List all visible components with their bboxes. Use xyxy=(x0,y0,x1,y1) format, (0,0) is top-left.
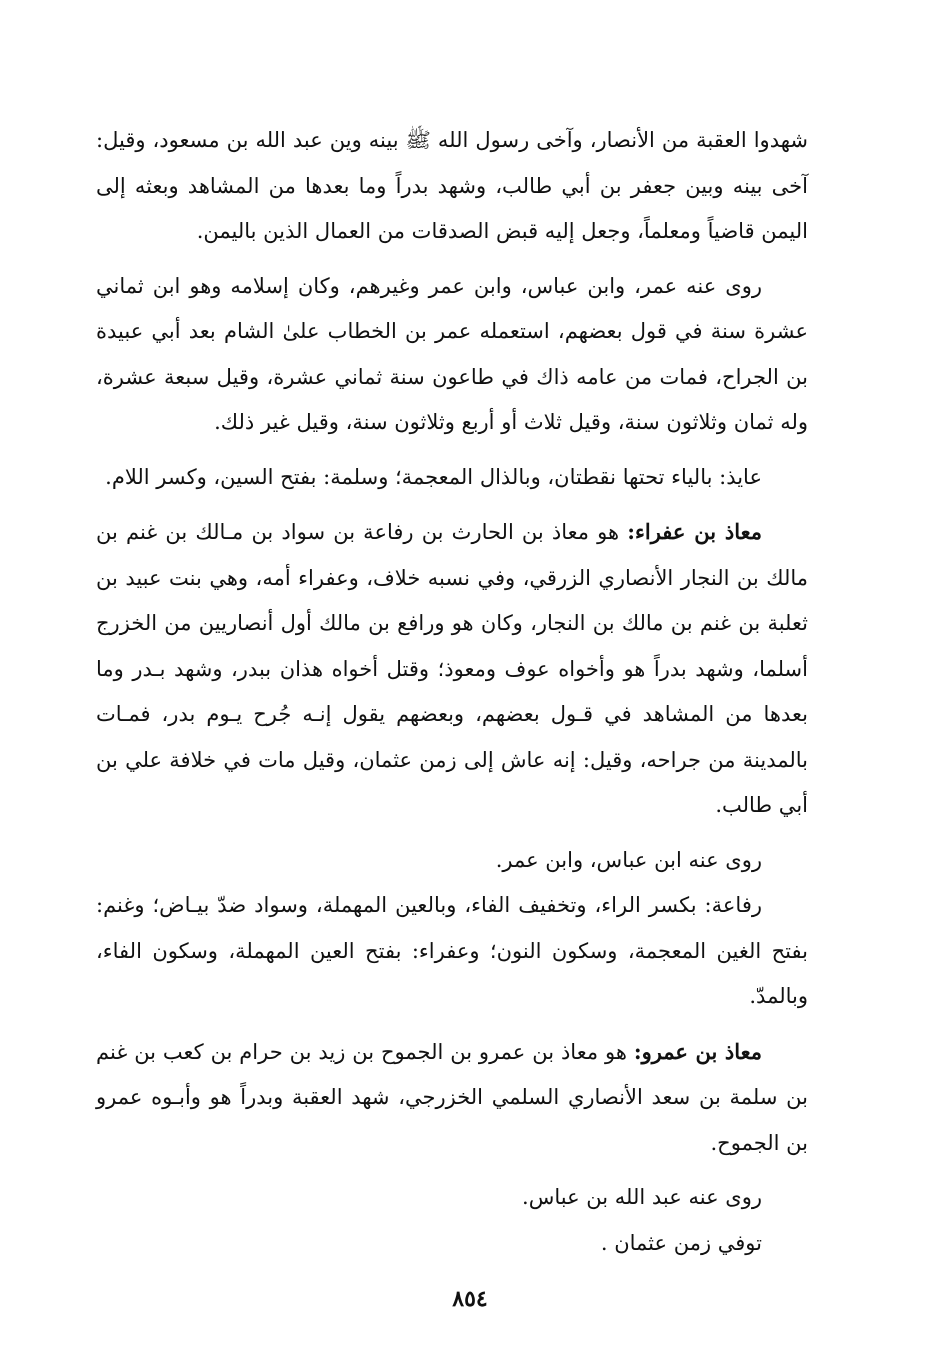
entry-muadh-ibn-afra xyxy=(96,509,808,829)
paragraph-text: توفي زمن عثمان . xyxy=(600,1230,762,1255)
paragraph-vocalization-note xyxy=(96,455,808,501)
paragraph-text: روى عنه عبد الله بن عباس. xyxy=(522,1185,762,1209)
page-number: ٨٥٤ xyxy=(452,1286,488,1312)
entry-heading: معاذ بن عفراء: xyxy=(627,519,762,544)
paragraph-text: روى عنه ابن عباس، وابن عمر. xyxy=(495,847,762,872)
paragraph-narrators-amr xyxy=(96,1175,808,1221)
entry-text: هو معاذ بن عمرو بن الجموح بن زيد بن حرام بن كعب بن غنم بن سلمة بن سعد الأنصاري السلمي الخزرجي، شهد العقبة وبدراً هو وأبـوه عمرو بن الجموح. xyxy=(96,1039,808,1155)
paragraph-narrators-afra xyxy=(96,838,808,884)
paragraph-text: شهدوا العقبة من الأنصار، وآخى رسول الله ﷺ بينه وين عبد الله بن مسعود، وقيل: آخى بينه وبين جعفر بن أبي طالب، وشهد بدراً وما بعدها من المشاهد وبعثه إلى اليمن قاضياً ومعلماً، وجعل إليه قبض الصدقات من العمال الذين باليمن. xyxy=(96,128,808,243)
paragraph-narrators-muadh xyxy=(96,264,808,446)
paragraph-death-note xyxy=(96,1221,808,1267)
paragraph-continuation xyxy=(96,118,808,255)
paragraph-text: رفاعة: بكسر الراء، وتخفيف الفاء، وبالعين المهملة، وسواد ضدّ بيـاض؛ وغنم: بفتح الغين المعجمة، وسكون النون؛ وعفراء: بفتح العين المهملة، وسكون الفاء، وبالمدّ. xyxy=(96,893,808,1008)
entry-muadh-ibn-amr xyxy=(96,1029,808,1167)
page-body-text xyxy=(96,118,808,1266)
entry-text: هو معاذ بن الحارث بن رفاعة بن سواد بن مـالك بن غنم بن مالك بن النجار الأنصاري الزرقي، وفي نسبه خلاف، وعفراء أمه، وهي بنت عبيد بن ثعلبة بن غنم بن مالك بن النجار، وكان هو ورافع بن مالك أول أنصاريين من الخزرج أسلما، وشهد بدراً هو وأخواه عوف ومعوذ؛ وقتل أخواه هذان ببدر، وشهد بـدر وما بعدها من المشاهد في قـول بعضهم، وبعضهم يقول إنـه جُرح يـوم بدر، فمـات بالمدينة من جراحه، وقيل: إنه عاش إلى زمن عثمان، وقيل مات في خلافة علي بن أبي طالب. xyxy=(96,520,808,817)
paragraph-text: روى عنه عمر، وابن عباس، وابن عمر وغيرهم، وكان إسلامه وهو ابن ثماني عشرة سنة في قول بعضهم، استعمله عمر بن الخطاب علىٰ الشام بعد أبي عبيدة بن الجراح، فمات من عامه ذاك في طاعون سنة ثماني عشرة، وقيل سبعة عشرة، وله ثمان وثلاثون سنة، وقيل ثلاث أو أربع وثلاثون سنة، وقيل غير ذلك. xyxy=(96,273,808,434)
paragraph-vocalization-note-2 xyxy=(96,883,808,1020)
entry-heading: معاذ بن عمرو: xyxy=(633,1038,762,1064)
paragraph-text: عايذ: بالياء تحتها نقطتان، وبالذال المعجمة؛ وسلمة: بفتح السين، وكسر اللام. xyxy=(105,464,762,489)
